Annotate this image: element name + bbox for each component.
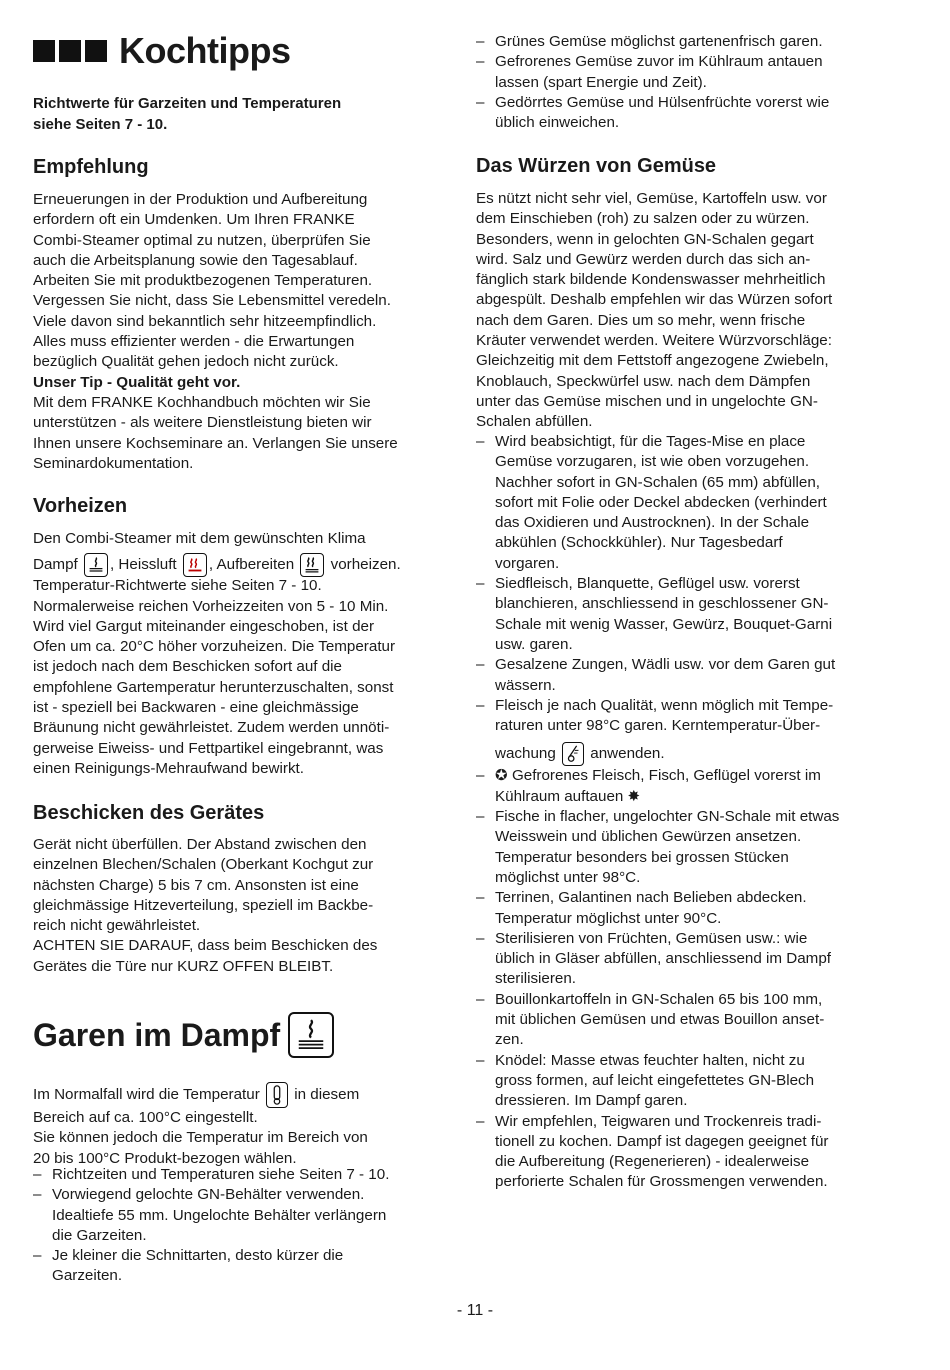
- text-line: Vergessen Sie nicht, dass Sie Lebensmittel veredeln.: [33, 292, 391, 310]
- text-line: – Richtzeiten und Temperaturen siehe Seiten 7 - 10.: [52, 1166, 390, 1183]
- text-line: gerweise Eiweiss- und Fettpartikel eingebrannt, was: [33, 739, 384, 757]
- steam-icon: [288, 1012, 334, 1058]
- text-line: abkühlen (Schockkühler). Nur Tagesbedarf: [495, 534, 783, 552]
- list-item: [476, 696, 886, 767]
- text-line: Viele davon sind bekanntlich sehr hitzeempfindlich.: [33, 312, 377, 330]
- text-line: bezüglich Qualität gehen jedoch nicht zurück.: [33, 353, 339, 371]
- text-line: üblich einweichen.: [495, 114, 620, 132]
- tip-line: Unser Tip - Qualität geht vor.: [33, 373, 241, 391]
- text-line: Kräuter verwendet werden. Weitere Würzvorschläge:: [476, 332, 832, 350]
- beschicken-text: [33, 835, 433, 977]
- text-line: möglichst unter 98°C.: [495, 868, 641, 886]
- aufbereiten-label: , Aufbereiten: [208, 556, 295, 574]
- empfehlung-text: [33, 190, 433, 474]
- list-item: [476, 766, 886, 807]
- heading-beschicken: Beschicken des Gerätes: [33, 802, 265, 824]
- text-line: usw. garen.: [495, 635, 573, 653]
- text-line: Schalen abfüllen.: [476, 413, 593, 431]
- text-line: – Bouillonkartoffeln in GN-Schalen 65 bis 100 mm,: [495, 990, 823, 1008]
- heading-wuerzen: Das Würzen von Gemüse: [476, 155, 717, 177]
- heading-vorheizen: Vorheizen: [33, 495, 128, 517]
- text-line: abgespült. Deshalb empfehlen wir das Würzen sofort: [476, 291, 833, 309]
- text-line: – Knödel: Masse etwas feuchter halten, nicht zu: [495, 1051, 805, 1069]
- temperature-line: [33, 1082, 433, 1108]
- text-line: mit üblichen Gemüsen und etwas Bouillon anset-: [495, 1011, 825, 1029]
- text-line: die Aufbereitung (Regenerieren) - idealerweise: [495, 1153, 810, 1171]
- title-squares-icon: [33, 40, 107, 62]
- text-line: Gerätes die Türe nur KURZ OFFEN BLEIBT.: [33, 957, 334, 975]
- text-line: – Gesalzene Zungen, Wädli usw. vor dem Garen gut: [495, 656, 836, 674]
- text-line: Ofen um ca. 20°C höher vorzuheizen. Die Temperatur: [33, 638, 396, 656]
- steam-icon: [84, 553, 108, 577]
- list-item: [476, 1051, 886, 1112]
- text-line: Bereich auf ca. 100°C eingestellt.: [33, 1109, 258, 1126]
- page-number: - 11 -: [456, 1302, 494, 1319]
- text-line: – Wir empfehlen, Teigwaren und Trockenreis tradi-: [495, 1112, 822, 1130]
- heading-empfehlung: Empfehlung: [33, 156, 149, 178]
- text-line: perforierte Schalen für Grossmengen verwenden.: [495, 1173, 828, 1191]
- text-line: die Garzeiten.: [52, 1226, 147, 1244]
- text-line: einzelnen Blechen/Schalen (Oberkant Kochgut zur: [33, 856, 374, 874]
- text-line: Idealtiefe 55 mm. Ungelochte Behälter verlängern: [52, 1206, 387, 1224]
- list-item: [476, 432, 886, 574]
- text-line: blanchieren, anschliessend in geschlossener GN-: [495, 595, 829, 613]
- list-item: [33, 1185, 443, 1246]
- text-line: unterstützen - als weitere Dienstleistung bieten wir: [33, 414, 372, 432]
- text-fragment: anwenden.: [590, 745, 665, 763]
- text-line: Sie können jedoch die Temperatur im Bereich von: [33, 1129, 368, 1147]
- text-line: Schale mit wenig Wasser, Gewürz, Bouquet-Garni: [495, 615, 833, 633]
- page-title-text: Kochtipps: [119, 30, 291, 71]
- text-line: empfohlene Gartemperatur herunterzuschalten, sonst: [33, 678, 394, 696]
- text-line: ACHTEN SIE DARAUF, dass beim Beschicken des: [33, 937, 378, 955]
- thermometer-icon: [266, 1082, 288, 1108]
- garen-bullet-list: [33, 1165, 443, 1287]
- text-line: Alles muss effizienter werden - die Erwartungen: [33, 333, 355, 351]
- text-line: ist - speziell bei Backwaren - eine gleichmässige: [33, 699, 359, 717]
- text-line: Temperatur-Richtwerte siehe Seiten 7 - 10.: [33, 577, 322, 595]
- text-line: Gleichzeitig mit dem Fettstoff angezogene Zwiebeln,: [476, 352, 829, 370]
- text-line: nächsten Charge) 5 bis 7 cm. Ansonsten ist eine: [33, 876, 359, 894]
- list-item: [476, 93, 886, 134]
- text-line: – Gedörrtes Gemüse und Hülsenfrüchte vorerst wie: [495, 93, 830, 111]
- text-line: lassen (spart Energie und Zeit).: [495, 73, 707, 91]
- dampf-label: Dampf: [33, 556, 78, 574]
- text-line: tionell zu kochen. Dampf ist dagegen geeignet für: [495, 1132, 829, 1150]
- text-line: Wird viel Gargut miteinander eingeschoben, ist der: [33, 617, 375, 635]
- text-line: wässern.: [495, 676, 556, 694]
- intro-text: [33, 93, 433, 135]
- text-line: – ✪ Gefrorenes Fleisch, Fisch, Geflügel vorerst im: [495, 767, 821, 785]
- heissluft-label: , Heissluft: [109, 556, 177, 574]
- list-item: [476, 990, 886, 1051]
- text-line: sofort mit Folie oder Deckel abdecken (verhindert: [495, 493, 827, 511]
- klima-line: [33, 553, 433, 577]
- text-line: sterilisieren.: [495, 970, 577, 988]
- text-line: vorgaren.: [495, 554, 560, 572]
- text-line: Besonders, wenn in gelochten GN-Schalen gegart: [476, 230, 814, 248]
- text-line: Gerät nicht überfüllen. Der Abstand zwischen den: [33, 836, 367, 853]
- text-fragment: Im Normalfall wird die Temperatur: [33, 1086, 260, 1104]
- text-line: erfordern oft ein Umdenken. Um Ihren FRANKE: [33, 211, 355, 229]
- garen-heading-text: Garen im Dampf: [33, 1016, 281, 1053]
- list-item: [476, 52, 886, 93]
- text-line: Seminardokumentation.: [33, 454, 194, 472]
- text-fragment: in diesem: [294, 1086, 360, 1104]
- text-line: Knoblauch, Speckwürfel usw. nach dem Dämpfen: [476, 372, 811, 390]
- list-item: [476, 888, 886, 929]
- text-line: Temperatur möglichst unter 90°C.: [495, 909, 722, 927]
- gemuese-bullet-list: [476, 32, 886, 133]
- text-line: Erneuerungen in der Produktion und Aufbereitung: [33, 191, 368, 208]
- text-line: nach dem Garen. Dies um so mehr, wenn frische: [476, 311, 806, 329]
- text-line: das Oxidieren und Austrocknen). In der Schale: [495, 514, 810, 532]
- text-line: Es nützt nicht sehr viel, Gemüse, Kartoffeln usw. vor: [476, 190, 827, 207]
- text-line: dressieren. Im Dampf garen.: [495, 1092, 688, 1110]
- text-line: 20 bis 100°C Produkt-bezogen wählen.: [33, 1149, 297, 1167]
- text-line: gleichmässige Hitzeverteilung, speziell im Backbe-: [33, 896, 374, 914]
- vorheizen-label: vorheizen.: [330, 556, 401, 574]
- text-line: – Wird beabsichtigt, für die Tages-Mise en place: [495, 433, 806, 450]
- text-line: Normalerweise reichen Vorheizzeiten von 5 - 10 Min.: [33, 597, 389, 615]
- core-probe-icon: [562, 742, 584, 766]
- text-line: Combi-Steamer optimal zu nutzen, überprüfen Sie: [33, 231, 371, 249]
- wuerzen-text: [476, 189, 896, 433]
- text-line: einen Reinigungs-Mehraufwand bewirkt.: [33, 759, 304, 777]
- vorheizen-text: [33, 529, 433, 779]
- text-line: raturen unter 98°C garen. Kerntemperatur-Über-: [495, 717, 821, 735]
- text-line: wird. Salz und Gewürz werden durch das sich an-: [476, 250, 811, 268]
- text-line: – Grünes Gemüse möglichst gartenenfrisch garen.: [495, 33, 823, 50]
- garen-text: [33, 1082, 433, 1169]
- heading-garen-im-dampf: [33, 1012, 336, 1058]
- text-line: dem Einschieben (roh) zu salzen oder zu würzen.: [476, 210, 810, 228]
- text-line: gross formen, auf leicht eingefettetes GN-Blech: [495, 1071, 815, 1089]
- list-item: [476, 655, 886, 696]
- text-line: – Sterilisieren von Früchten, Gemüsen usw.: wie: [495, 929, 808, 947]
- text-line: ist jedoch nach dem Beschicken sofort auf die: [33, 658, 342, 676]
- text-line: Den Combi-Steamer mit dem gewünschten Klima: [33, 530, 366, 547]
- text-line: Kühlraum auftauen ✸: [495, 787, 641, 805]
- text-line: Weisswein und üblichen Gewürzen ansetzen.: [495, 828, 802, 846]
- text-line: Ihnen unsere Kochseminare an. Verlangen Sie unsere: [33, 434, 398, 452]
- intro-line: Richtwerte für Garzeiten und Temperaturen: [33, 95, 342, 112]
- text-line: Nachher sofort in GN-Schalen (65 mm) abfüllen,: [495, 473, 820, 491]
- intro-line: siehe Seiten 7 - 10.: [33, 116, 168, 133]
- text-line: Garzeiten.: [52, 1267, 123, 1285]
- wuerzen-bullet-list: [476, 432, 886, 1193]
- text-line: zen.: [495, 1031, 524, 1049]
- hot-air-icon: [183, 553, 207, 577]
- text-line: fänglich stark bildende Kondenswasser mehrheitlich: [476, 271, 826, 289]
- text-line: Mit dem FRANKE Kochhandbuch möchten wir Sie: [33, 393, 371, 411]
- text-line: – Fleisch je nach Qualität, wenn möglich mit Tempe-: [495, 696, 834, 714]
- list-item: [476, 807, 886, 888]
- regenerate-icon: [300, 553, 324, 577]
- list-item: [476, 929, 886, 990]
- text-line: Arbeiten Sie mit produktbezogenen Temperaturen.: [33, 272, 373, 290]
- text-line: – Je kleiner die Schnittarten, desto kürzer die: [52, 1247, 344, 1265]
- text-line: Temperatur besonders bei grossen Stücken: [495, 848, 789, 866]
- text-line: Bräunung nicht gewährleistet. Zudem werden unnöti-: [33, 719, 390, 737]
- kerntemperatur-line: [495, 742, 886, 766]
- text-line: – Fische in flacher, ungelochter GN-Schale mit etwas: [495, 808, 840, 826]
- text-line: üblich in Gläser abfüllen, anschliessend im Dampf: [495, 950, 831, 968]
- text-line: – Terrinen, Galantinen nach Belieben abdecken.: [495, 889, 807, 907]
- list-item: [33, 1165, 443, 1185]
- list-item: [33, 1246, 443, 1287]
- text-line: – Gefrorenes Gemüse zuvor im Kühlraum antauen: [495, 53, 823, 71]
- text-line: – Vorwiegend gelochte GN-Behälter verwenden.: [52, 1186, 365, 1204]
- list-item: [476, 32, 886, 52]
- list-item: [476, 1112, 886, 1193]
- page-title: [33, 30, 291, 72]
- text-line: reich nicht gewährleistet.: [33, 917, 201, 935]
- text-line: – Siedfleisch, Blanquette, Geflügel usw. vorerst: [495, 575, 800, 593]
- text-line: Gemüse vorzugaren, ist wie oben vorzugehen.: [495, 453, 810, 471]
- text-fragment: wachung: [495, 745, 556, 763]
- text-line: auch die Arbeitsplanung sowie den Tagesablauf.: [33, 251, 358, 269]
- list-item: [476, 574, 886, 655]
- text-line: unter das Gemüse mischen und in ungelochte GN-: [476, 392, 818, 410]
